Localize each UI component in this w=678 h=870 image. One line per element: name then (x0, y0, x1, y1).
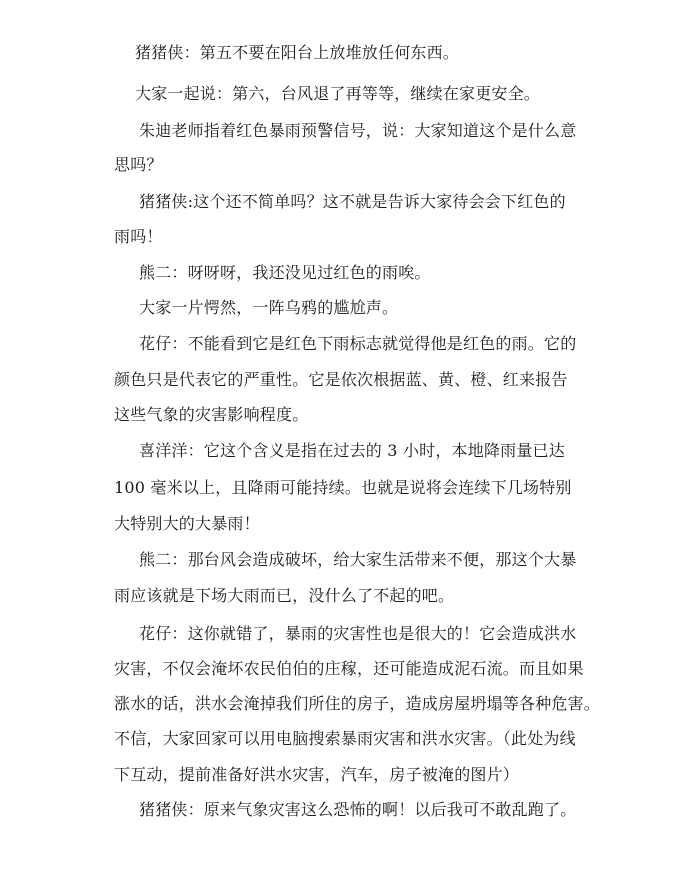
text-line: 花仔：这你就错了，暴雨的灾害性也是很大的！它会造成洪水 (139, 624, 577, 643)
text-line: 不信，大家回家可以用电脑搜索暴雨灾害和洪水灾害。（此处为线 (114, 729, 576, 748)
text-line: 100 毫米以上，且降雨可能持续。也就是说将会连续下几场特别 (114, 478, 572, 497)
text-line: 大家一起说：第六，台风退了再等等，继续在家更安全。 (135, 84, 541, 103)
text-line: 雨应该就是下场大雨而已，没什么了不起的吧。 (114, 586, 455, 605)
text-line: 大特别大的大暴雨！ (114, 514, 260, 533)
text-line: 熊二：呀呀呀，我还没见过红色的雨唉。 (139, 263, 431, 282)
text-line: 花仔：不能看到它是红色下雨标志就觉得他是红色的雨。它的 (139, 334, 577, 353)
text-line: 朱迪老师指着红色暴雨预警信号，说：大家知道这个是什么意 (139, 121, 577, 140)
text-line: 思吗？ (114, 155, 163, 174)
text-line: 猪猪侠：第五不要在阳台上放堆放任何东西。 (135, 43, 460, 62)
text-line: 猪猪侠:这个还不简单吗？这不就是告诉大家待会会下红色的 (139, 192, 566, 211)
text-line: 涨水的话，洪水会淹掉我们所住的房子，造成房屋坍塌等各种危害。 (114, 694, 601, 713)
text-line: 灾害，不仅会淹坏农民伯伯的庄稼，还可能造成泥石流。而且如果 (114, 659, 584, 678)
text-line: 雨吗！ (114, 227, 163, 246)
text-line: 这些气象的灾害影响程度。 (114, 405, 309, 424)
text-line: 颜色只是代表它的严重性。它是依次根据蓝、黄、橙、红来报告 (114, 370, 568, 389)
text-line: 熊二：那台风会造成破坏，给大家生活带来不便，那这个大暴 (139, 550, 577, 569)
text-line: 猪猪侠：原来气象灾害这么恐怖的啊！以后我可不敢乱跑了。 (139, 800, 577, 819)
text-line: 喜洋洋：它这个含义是指在过去的 3 小时，本地降雨量已达 (139, 441, 565, 460)
text-line: 大家一片愕然，一阵乌鸦的尴尬声。 (139, 298, 399, 317)
text-line: 下互动，提前准备好洪水灾害，汽车，房子被淹的图片） (114, 765, 520, 784)
